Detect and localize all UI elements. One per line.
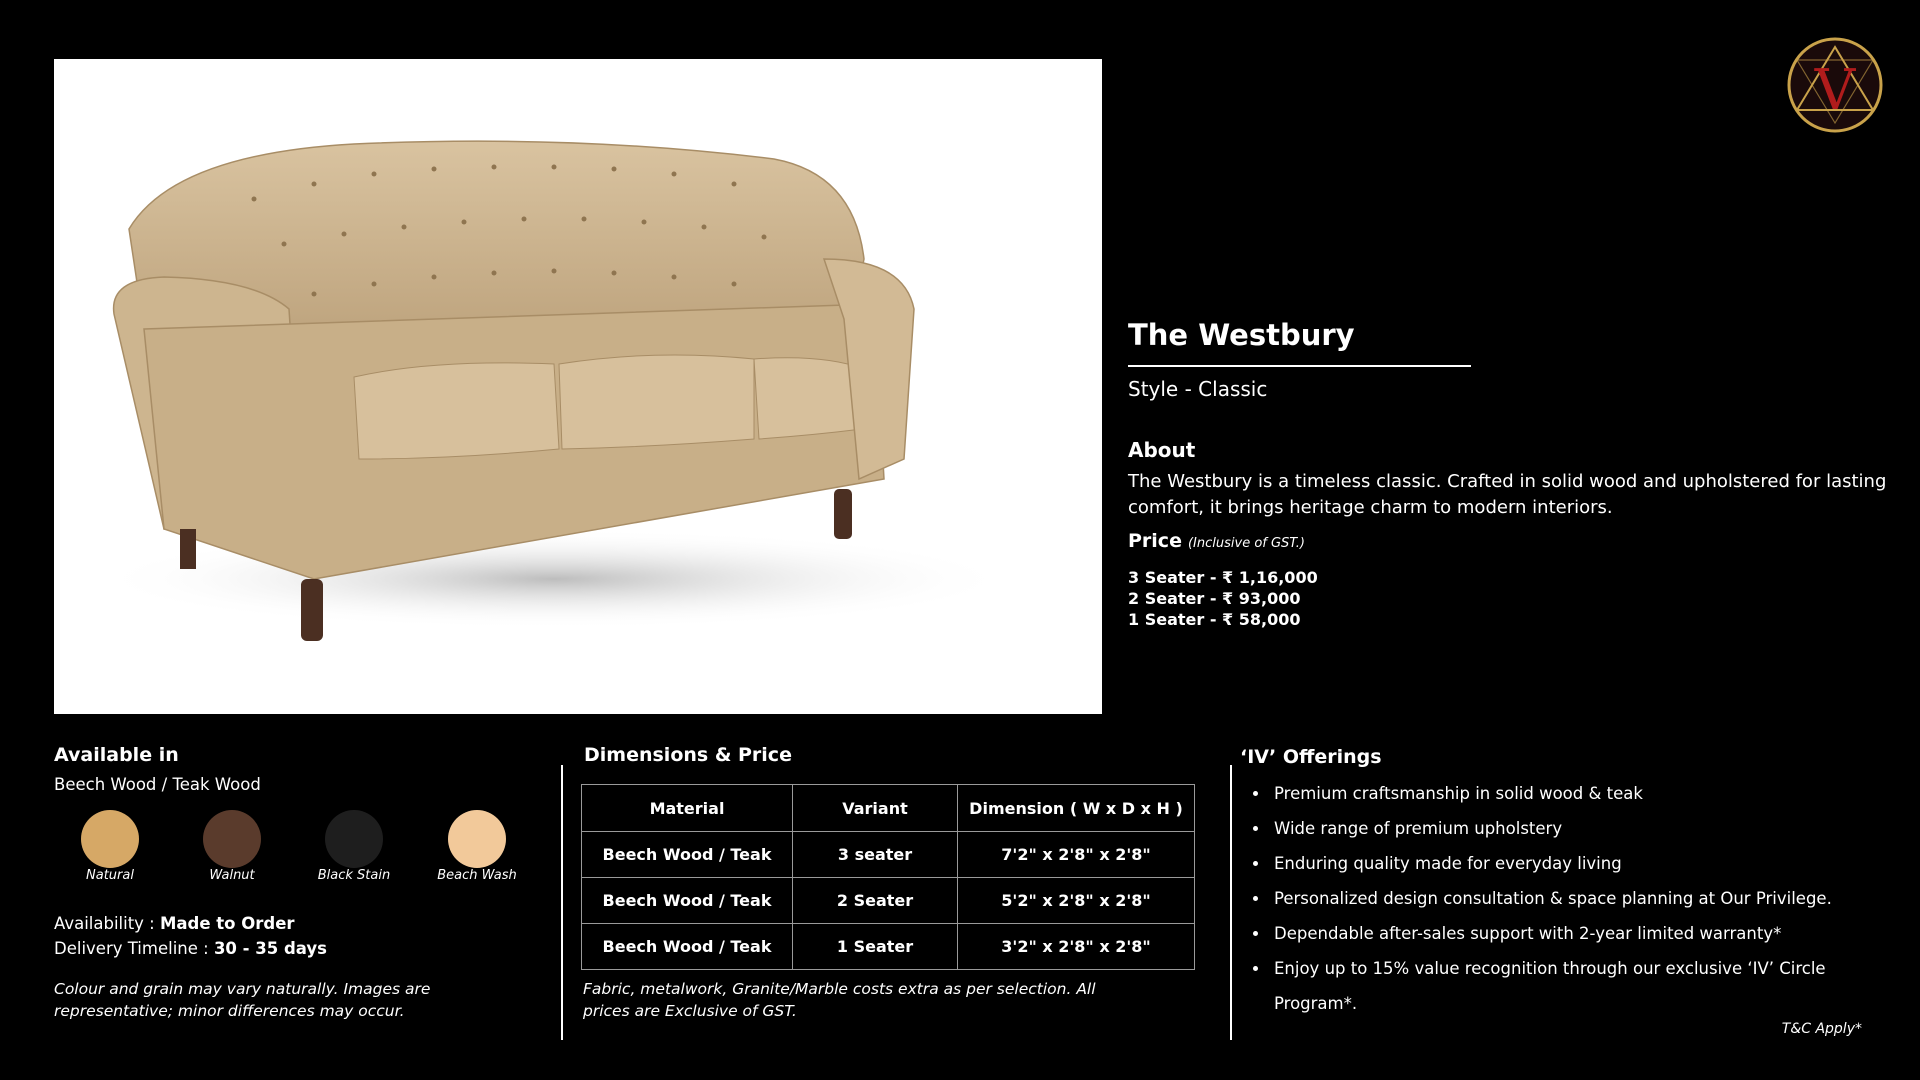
- availability-label: Availability :: [54, 914, 160, 933]
- dimensions-heading: Dimensions & Price: [584, 744, 792, 766]
- column-header: Dimension ( W x D x H ): [958, 785, 1195, 832]
- table-cell: Beech Wood / Teak: [582, 878, 793, 924]
- price-list: [1128, 567, 1318, 630]
- column-header: Material: [582, 785, 793, 832]
- colour-note: Colour and grain may vary naturally. Images are representative; minor differences may occur.: [54, 980, 431, 1020]
- swatch-label: Walnut: [209, 868, 255, 883]
- sofa-illustration: [54, 59, 1102, 714]
- dimensions-table: [581, 784, 1195, 970]
- swatch-label: Natural: [86, 868, 134, 883]
- price-note: (Inclusive of GST.): [1187, 536, 1305, 551]
- pricing-note: Fabric, metalwork, Granite/Marble costs extra as per selection. All prices are Exclusive of GST.: [583, 980, 1096, 1020]
- list-item: • Enduring quality made for everyday living: [1270, 846, 1905, 881]
- availability-value: Made to Order: [160, 914, 295, 933]
- table-cell: 3 seater: [793, 832, 958, 878]
- price-item: 1 Seater - ₹ 58,000: [1128, 610, 1301, 629]
- column-header: Variant: [793, 785, 958, 832]
- available-woods: Beech Wood / Teak Wood: [54, 775, 261, 794]
- terms-note: T&C Apply*: [1781, 1021, 1862, 1037]
- price-item: 3 Seater - ₹ 1,16,000: [1128, 568, 1318, 587]
- table-row: [582, 832, 1195, 878]
- brand-logo: [1785, 35, 1885, 135]
- product-image: [54, 59, 1102, 714]
- table-row: [582, 878, 1195, 924]
- about-text: The Westbury is a timeless classic. Crafted in solid wood and upholstered for lasting comfort, it brings heritage charm to modern interiors.: [1128, 471, 1887, 518]
- title-divider: [1128, 365, 1471, 367]
- table-cell: 5'2" x 2'8" x 2'8": [958, 878, 1195, 924]
- swatch-natural[interactable]: [81, 810, 139, 868]
- delivery-label: Delivery Timeline :: [54, 939, 214, 958]
- table-row: [582, 924, 1195, 970]
- table-cell: Beech Wood / Teak: [582, 832, 793, 878]
- product-title: The Westbury: [1128, 318, 1355, 352]
- swatch-label: Beach Wash: [437, 868, 517, 883]
- list-item: • Wide range of premium upholstery: [1270, 811, 1905, 846]
- offerings-list: [1248, 776, 1905, 1021]
- offerings-heading: ‘IV’ Offerings: [1240, 746, 1382, 768]
- table-cell: 1 Seater: [793, 924, 958, 970]
- swatch-label: Black Stain: [317, 868, 391, 883]
- about-heading: About: [1128, 438, 1196, 462]
- iv-monogram-logo-icon: [1785, 35, 1885, 135]
- logo-letter: V: [1814, 58, 1856, 123]
- product-style: Style - Classic: [1128, 377, 1268, 401]
- list-item: • Personalized design consultation & space planning at Our Privilege.: [1270, 881, 1905, 916]
- delivery-value: 30 - 35 days: [213, 939, 327, 958]
- availability-info: [54, 911, 327, 961]
- swatch-walnut[interactable]: [203, 810, 261, 868]
- list-item: • Dependable after-sales support with 2-year limited warranty*: [1270, 916, 1905, 951]
- table-header-row: [582, 785, 1195, 832]
- swatch-black-stain[interactable]: [325, 810, 383, 868]
- list-item: • Premium craftsmanship in solid wood & teak: [1270, 776, 1905, 811]
- table-cell: 2 Seater: [793, 878, 958, 924]
- table-cell: 3'2" x 2'8" x 2'8": [958, 924, 1195, 970]
- table-cell: 7'2" x 2'8" x 2'8": [958, 832, 1195, 878]
- available-heading: Available in: [54, 744, 179, 766]
- price-heading-label: Price: [1128, 530, 1182, 552]
- column-divider: [1230, 765, 1232, 1040]
- price-heading: [1128, 530, 1305, 552]
- table-cell: Beech Wood / Teak: [582, 924, 793, 970]
- price-item: 2 Seater - ₹ 93,000: [1128, 589, 1301, 608]
- list-item: • Enjoy up to 15% value recognition through our exclusive ‘IV’ Circle Program*.: [1270, 951, 1905, 1021]
- column-divider: [561, 765, 563, 1040]
- swatch-beach-wash[interactable]: [448, 810, 506, 868]
